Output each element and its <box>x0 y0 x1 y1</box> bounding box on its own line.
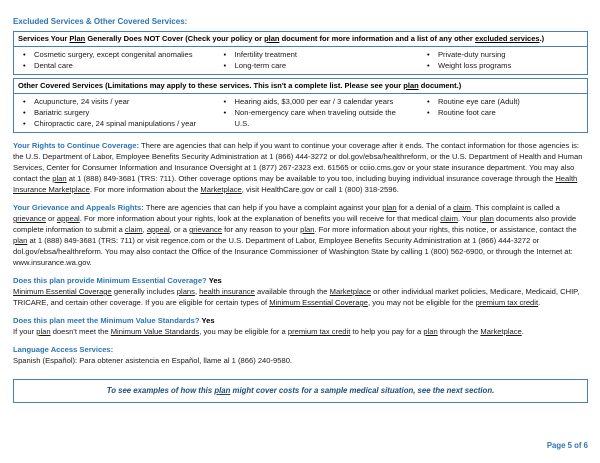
list-item-label: Dental care <box>34 61 73 70</box>
section-title: Does this plan meet the Minimum Value Standards? <box>13 316 200 325</box>
list-item-label: Chiropractic care, 24 spinal manipulations / year <box>34 119 197 128</box>
excluded-services-table-body <box>14 47 587 74</box>
bullet-icon <box>427 60 438 71</box>
bullet-icon <box>23 118 34 129</box>
list-item-label: Private-duty nursing <box>437 50 506 59</box>
bullet-icon <box>224 49 235 60</box>
bullet-icon <box>23 107 34 118</box>
bullet-icon <box>427 96 438 107</box>
other-covered-services-table <box>13 78 588 133</box>
excluded-services-column-1 <box>14 49 215 71</box>
section-title: Your Grievance and Appeals Rights: <box>13 203 144 212</box>
list-item-label: Acupuncture, 24 visits / year <box>34 97 130 106</box>
list-item-label: Routine eye care (Adult) <box>437 97 520 106</box>
bullet-icon <box>224 96 235 107</box>
section-title: Does this plan provide Minimum Essential Coverage? <box>13 276 207 285</box>
answer-yes: Yes <box>201 316 215 325</box>
list-item <box>14 96 215 107</box>
page-title: Excluded Services & Other Covered Services: <box>13 17 188 26</box>
list-item-label: Hearing aids, $3,000 per ear / 3 calendar years <box>234 97 394 106</box>
excluded-services-column-2 <box>215 49 418 71</box>
section-heading <box>13 275 588 286</box>
section-grievance-appeals <box>13 202 588 268</box>
excluded-services-table <box>13 31 588 75</box>
list-item-label: Long-term care <box>234 61 287 70</box>
other-covered-services-table-body <box>14 94 587 132</box>
section-body: There are agencies that can help if you have a complaint against your plan for a denial of a claim. This complaint is called a grievance or appeal. For more information about your rights, look at the explanation of benefits you will receive for that medical claim. Your plan documents also provide complete information to submit a claim, appeal, or a grievance for any reason to your plan. For more information about your rights, this notice, or assistance, contact the plan at 1 (888) 849-3681 (TRS: 711) or visit regence.com or the U.S. Department of Labor, Employee Benefits Security Administration at 1 (866) 444-3272 or dol.gov/ebsa/healthreform. You may also contact the Office of the Insurance Commissioner of Washington State by calling 1 (800) 562-6900, or through the Internet at: www.insurance.wa.gov. <box>13 203 577 267</box>
bullet-icon <box>224 107 235 118</box>
list-item <box>14 60 215 71</box>
page-number: Page 5 of 6 <box>546 441 588 450</box>
other-covered-column-3 <box>418 96 587 129</box>
list-item <box>215 96 418 107</box>
section-body: Minimum Essential Coverage generally includes plans, health insurance available through the Marketplace or other individual market policies, Medicare, Medicaid, CHIP, TRICARE, and certain other coverage. If you are eligible for certain types of Minimum Essential Coverage, you may not be eligible for the premium tax credit. <box>13 287 580 307</box>
list-item-label: Routine foot care <box>437 108 496 117</box>
list-item <box>14 107 215 118</box>
section-body: There are agencies that can help if you want to continue your coverage after it ends. The contact information for those agencies is: the U.S. Department of Labor, Employee Benefits Security Administration at 1 (866) 444-3272 or dol.gov/ebsa/healthreform, or the U.S. Department of Health and Human Services, Center for Consumer Information and Insurance Oversight at 1 (877) 267-2323 ext. 61565 or cciio.cms.gov or your state insurance department. You may also contact the plan at 1 (888) 849-3681 (TRS: 711). Other coverage options may be available to you too, including buying individual insurance coverage through the Health Insurance Marketplace. For more information about the Marketplace, visit HealthCare.gov or call 1 (800) 318-2596. <box>13 141 583 194</box>
list-item-label: Bariatric surgery <box>34 108 90 117</box>
list-item <box>215 107 418 129</box>
list-item <box>215 49 418 60</box>
section-body: Spanish (Español): Para obtener asistencia en Español, llame al 1 (866) 240-9580. <box>13 356 293 365</box>
section-language-access <box>13 344 588 366</box>
list-item <box>418 49 587 60</box>
excluded-services-table-header: Services Your Plan Generally Does NOT Cover (Check your policy or plan document for more information and a list of any other excluded services.) <box>14 32 587 47</box>
notice-text: To see examples of how this plan might cover costs for a sample medical situation, see the next section. <box>106 386 495 395</box>
bullet-icon <box>23 49 34 60</box>
list-item-label: Non-emergency care when traveling outside the U.S. <box>234 108 396 128</box>
coverage-examples-notice-box <box>13 379 588 403</box>
list-item-label: Weight loss programs <box>437 61 512 70</box>
section-heading <box>13 315 588 326</box>
list-item <box>14 118 215 129</box>
list-item <box>418 107 587 118</box>
section-title: Language Access Services: <box>13 345 114 354</box>
list-item <box>418 60 587 71</box>
list-item <box>418 96 587 107</box>
list-item <box>14 49 215 60</box>
answer-yes: Yes <box>208 276 222 285</box>
other-covered-services-table-header: Other Covered Services (Limitations may apply to these services. This isn't a complete list. Please see your plan document.) <box>14 79 587 94</box>
bullet-icon <box>427 107 438 118</box>
section-minimum-essential-coverage <box>13 275 588 308</box>
bullet-icon <box>23 60 34 71</box>
section-continue-coverage <box>13 140 588 195</box>
section-body: If your plan doesn't meet the Minimum Value Standards, you may be eligible for a premium tax credit to help you pay for a plan through the Marketplace. <box>13 327 524 336</box>
section-title: Your Rights to Continue Coverage: <box>13 141 140 150</box>
other-covered-column-2 <box>215 96 418 129</box>
list-item <box>215 60 418 71</box>
section-minimum-value-standards <box>13 315 588 337</box>
bullet-icon <box>23 96 34 107</box>
excluded-services-column-3 <box>418 49 587 71</box>
bullet-icon <box>224 60 235 71</box>
bullet-icon <box>427 49 438 60</box>
list-item-label: Infertility treatment <box>234 50 298 59</box>
other-covered-column-1 <box>14 96 215 129</box>
list-item-label: Cosmetic surgery, except congenital anomalies <box>34 50 193 59</box>
